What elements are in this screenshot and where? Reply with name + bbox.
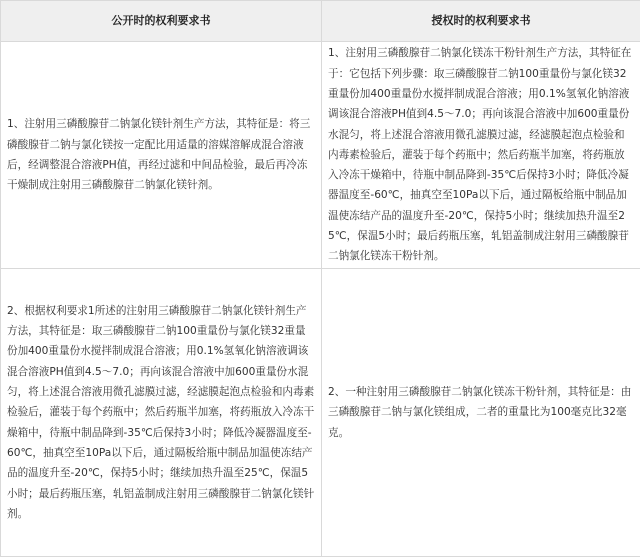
table-row xyxy=(1,269,640,557)
granted-claim-2: 2、一种注射用三磷酸腺苷二钠氯化镁冻干粉针剂，其特征是：由三磷酸腺苷二钠与氯化镁组成，二者的重量比为100毫克比32毫克。 xyxy=(322,269,640,557)
granted-claim-1: 1、注射用三磷酸腺苷二钠氯化镁冻干粉针剂生产方法，其特征在于：它包括下列步骤：取三磷酸腺苷二钠100重量份与氯化镁32重量份加400重量份水搅拌制成混合溶液；用0.1%氢氧化钠溶液调该混合溶液PH值到4.5～7.0；再向该混合溶液中加600重量份水混匀，将上述混合溶液用微孔滤膜过滤，经滤膜起泡点检验和内毒素检验后，灌装于每个药瓶中；然后药瓶半加塞，将药瓶放入冷冻干燥箱中，待瓶中制品降到-35℃后保持3小时；降低冷凝器温度至-60℃，抽真空至10Pa以下后，通过隔板给瓶中制品加温使冻结产品的温度升至-20℃，保持5小时；继续加热升温至25℃，保温5小时；最后药瓶压塞，轧铝盖制成注射用三磷酸腺苷二钠氯化镁冻干粉针剂。 xyxy=(322,42,640,269)
published-claim-2: 2、根据权利要求1所述的注射用三磷酸腺苷二钠氯化镁针剂生产方法，其特征是：取三磷酸腺苷二钠100重量份与氯化镁32重量份加400重量份水搅拌制成混合溶液；用0.1%氢氧化钠溶液调该混合溶液PH值到4.5～7.0；再向该混合溶液中加600重量份水混匀，将上述混合溶液用微孔滤膜过滤，经滤膜起泡点检验和内毒素检验后，灌装于每个药瓶中；然后药瓶半加塞，将药瓶放入冷冻干燥箱中，待瓶中制品降到-35℃后保持3小时；降低冷凝器温度至-60℃，抽真空至10Pa以下后，通过隔板给瓶中制品加温使冻结产品的温度升至-20℃，保持5小时；继续加热升温至25℃，保温5小时；最后药瓶压塞，轧铝盖制成注射用三磷酸腺苷二钠氯化镁针剂。 xyxy=(1,269,322,557)
granted-claims-header: 授权时的权利要求书 xyxy=(322,1,640,42)
table-row xyxy=(1,42,640,269)
published-claims-header: 公开时的权利要求书 xyxy=(1,1,322,42)
header-row xyxy=(1,1,640,42)
published-claim-1: 1、注射用三磷酸腺苷二钠氯化镁针剂生产方法，其特征是：将三磷酸腺苷二钠与氯化镁按一定配比用适量的溶媒溶解成混合溶液后，经调整混合溶液PH值，再经过滤和中间品检验，最后再冷冻干燥制成注射用三磷酸腺苷二钠氯化镁针剂。 xyxy=(1,42,322,269)
